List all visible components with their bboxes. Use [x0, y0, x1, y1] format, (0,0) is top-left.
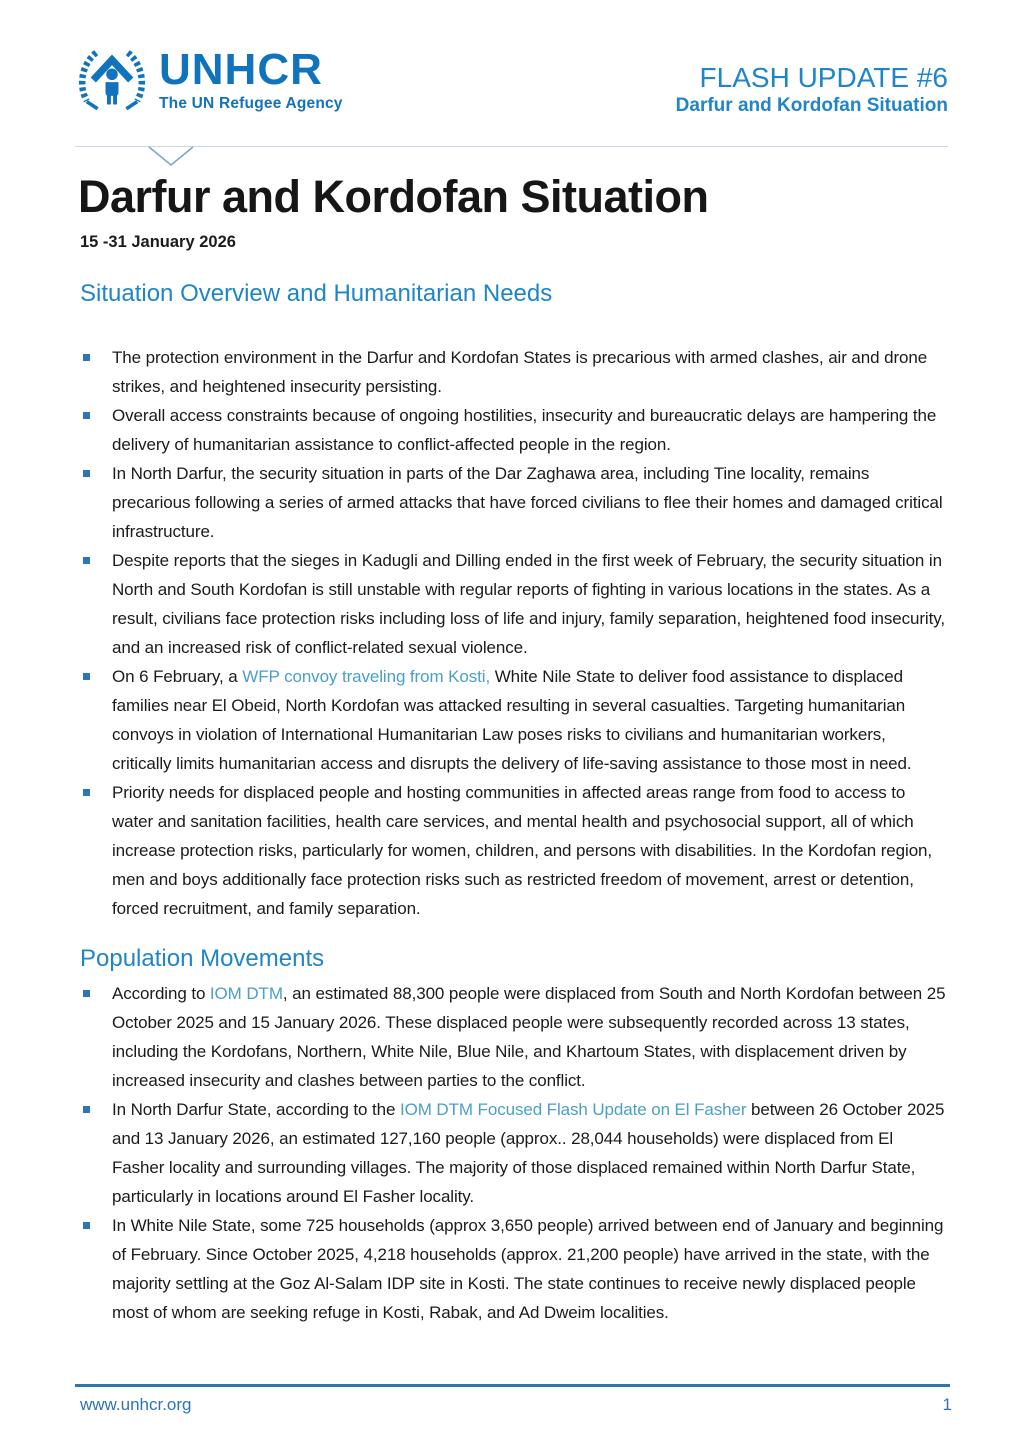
- bullet-item: [80, 401, 946, 459]
- inline-link[interactable]: WFP convoy traveling from Kosti,: [242, 667, 491, 686]
- bullet-item: [80, 459, 946, 546]
- bullet-item: [80, 546, 946, 662]
- bullet-text-segment: Overall access constraints because of ongoing hostilities, insecurity and bureaucratic delays are hampering the delivery of humanitarian assistance to conflict-affected people in the region.: [112, 406, 937, 454]
- document-header: [75, 44, 948, 117]
- unhcr-emblem-icon: [75, 44, 149, 116]
- section-heading-situation-overview: Situation Overview and Humanitarian Needs: [80, 280, 553, 307]
- date-range: 15 -31 January 2026: [80, 233, 236, 251]
- bullet-text-segment: The protection environment in the Darfur and Kordofan States is precarious with armed clashes, air and drone strikes, and heightened insecurity persisting.: [112, 348, 928, 396]
- bullet-text-segment: In White Nile State, some 725 households (approx 3,650 people) arrived between end of January and beginning of February. Since October 2025, 4,218 households (approx. 21,200 people) have arrived in the state, with the majority settling at the Goz Al-Salam IDP site in Kosti. The state continues to receive newly displaced people most of whom are seeking refuge in Kosti, Rabak, and Ad Dweim localities.: [112, 1216, 944, 1322]
- bullet-text-segment: Despite reports that the sieges in Kadugli and Dilling ended in the first week of February, the security situation in North and South Kordofan is still unstable with regular reports of fighting in various locations in the states. As a result, civilians face protection risks including loss of life and injury, family separation, heightened food insecurity, and an increased risk of conflict-related sexual violence.: [112, 551, 945, 657]
- flash-update-subtitle: Darfur and Kordofan Situation: [675, 95, 948, 117]
- bullet-text-segment: White Nile State to deliver food assistance to displaced families near El Obeid, North Kordofan was attacked resulting in several casualties. Targeting humanitarian convoys in violation of International Humanitarian Law poses risks to civilians and humanitarian workers, critically limits humanitarian access and disrupts the delivery of life-saving assistance to those most in need.: [112, 667, 912, 773]
- bullet-square-icon: [83, 557, 90, 564]
- bullet-square-icon: [83, 1106, 90, 1113]
- bullet-square-icon: [83, 673, 90, 680]
- footer-row: [80, 1395, 952, 1415]
- bullet-text-segment: Priority needs for displaced people and hosting communities in affected areas range from food to access to water and sanitation facilities, health care services, and mental health and psychosocial support, all of which increase protection risks, particularly for women, children, and persons with disabilities. In the Kordofan region, men and boys additionally face protection risks such as restricted freedom of movement, arrest or detention, forced recruitment, and family separation.: [112, 783, 933, 918]
- document-body: [80, 279, 946, 1327]
- bullet-item: [80, 1095, 946, 1211]
- bullet-text-segment: According to: [112, 984, 210, 1003]
- logo-tagline: The UN Refugee Agency: [159, 95, 343, 112]
- unhcr-logo: [75, 44, 343, 116]
- bullet-text-segment: In North Darfur, the security situation in parts of the Dar Zaghawa area, including Tine locality, remains precarious following a series of armed attacks that have forced civilians to flee their homes and damaged critical infrastructure.: [112, 464, 943, 541]
- logo-text-block: [159, 44, 343, 113]
- bullet-text-segment: between 26 October 2025 and 13 January 2026, an estimated 127,160 people (approx.. 28,044 households) were displaced from El Fasher locality and surrounding villages. The majority of those displaced remained within North Darfur State, particularly in locations around El Fasher locality.: [112, 1100, 945, 1206]
- flash-update-title: FLASH UPDATE #6: [699, 62, 948, 93]
- bullet-square-icon: [83, 990, 90, 997]
- section-situation-overview: [80, 279, 946, 923]
- inline-link[interactable]: IOM DTM Focused Flash Update on El Fasher: [399, 1100, 747, 1119]
- bullet-text-segment: In North Darfur State, according to the: [112, 1100, 400, 1119]
- bullet-list: [80, 343, 946, 923]
- header-right-block: [676, 44, 948, 117]
- bullet-square-icon: [83, 1222, 90, 1229]
- bullet-square-icon: [83, 789, 90, 796]
- bullet-square-icon: [83, 412, 90, 419]
- footer-divider: [75, 1384, 950, 1387]
- bullet-list: [80, 979, 946, 1327]
- bullet-item: [80, 778, 946, 923]
- bullet-square-icon: [83, 354, 90, 361]
- section-heading-population-movements: Population Movements: [80, 945, 325, 972]
- bullet-item: [80, 662, 946, 778]
- logo-brand-text: UNHCR: [159, 45, 323, 94]
- bullet-item: [80, 979, 946, 1095]
- bullet-text-segment: On 6 February, a: [112, 667, 243, 686]
- bullet-text-segment: , an estimated 88,300 people were displaced from South and North Kordofan between 25 October 2025 and 15 January 2026. These displaced people were subsequently recorded across 13 states, including the Kordofans, Northern, White Nile, Blue Nile, and Khartoum States, with displacement driven by increased insecurity and clashes between parties to the conflict.: [112, 984, 946, 1090]
- bullet-item: [80, 1211, 946, 1327]
- inline-link[interactable]: IOM DTM: [209, 984, 283, 1003]
- bullet-square-icon: [83, 470, 90, 477]
- chevron-down-icon: [148, 146, 194, 167]
- footer-website-link[interactable]: www.unhcr.org: [80, 1395, 192, 1414]
- page-number: 1: [942, 1395, 952, 1414]
- section-population-movements: [80, 944, 946, 1327]
- header-divider: [75, 146, 948, 147]
- page-title: Darfur and Kordofan Situation: [78, 171, 709, 222]
- bullet-item: [80, 343, 946, 401]
